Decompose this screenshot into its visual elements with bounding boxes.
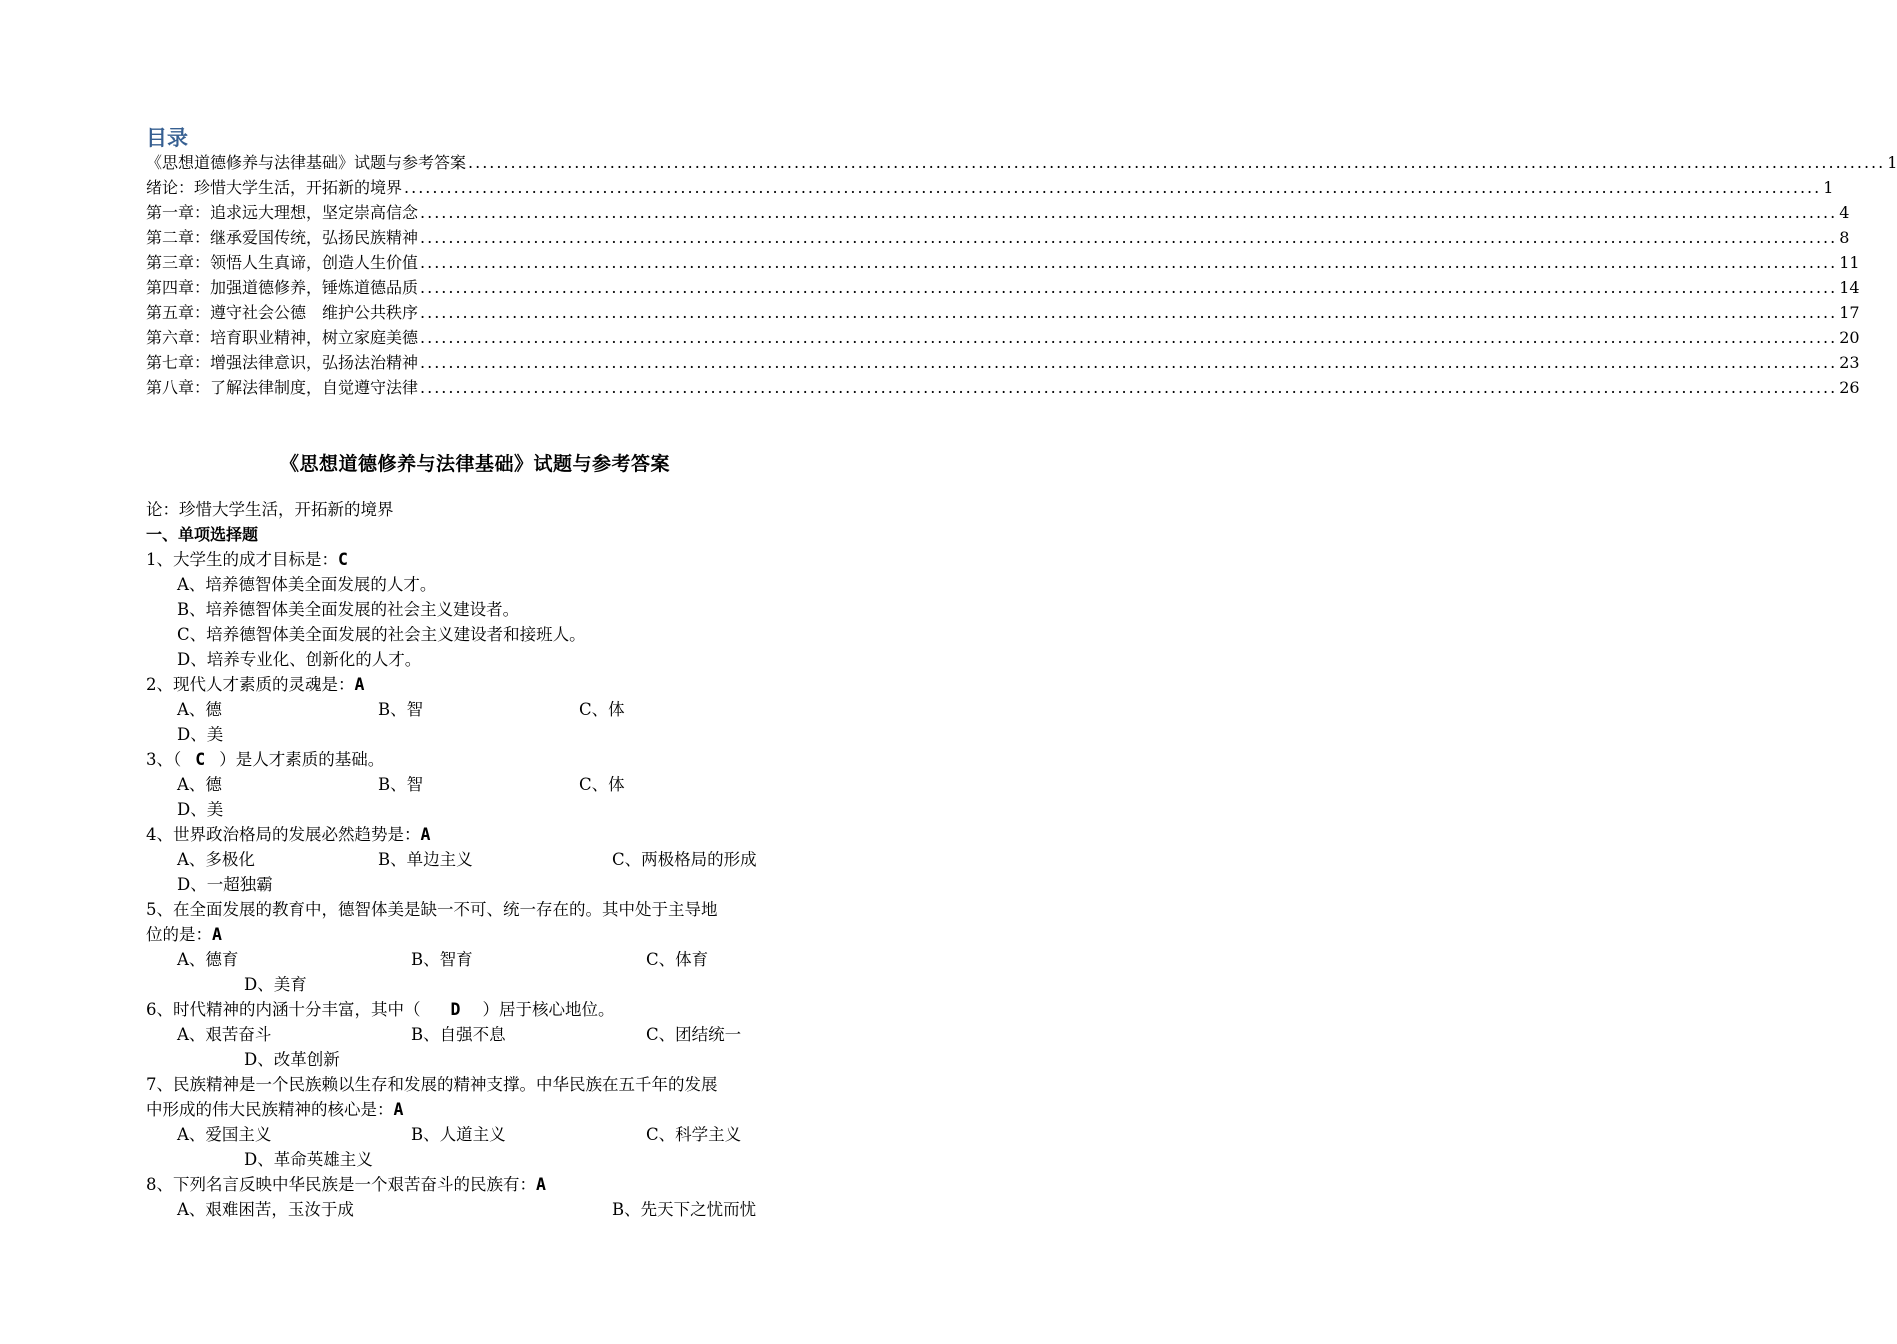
option-c: C、两极格局的形成 xyxy=(612,850,757,869)
answer: A xyxy=(420,825,431,844)
option-b: B、单边主义 xyxy=(378,850,473,869)
option-a: A、艰难困苦，玉汝于成 xyxy=(177,1200,354,1219)
document-body xyxy=(146,497,816,1222)
document-title: 《思想道德修养与法律基础》试题与参考答案 xyxy=(279,453,670,475)
option-a: A、培养德智体美全面发展的人才。 xyxy=(177,575,437,594)
answer: A xyxy=(212,925,222,944)
options-row xyxy=(146,947,816,972)
toc-entry-page: 14 xyxy=(1839,278,1860,297)
options-row xyxy=(146,1122,816,1147)
option-a: A、艰苦奋斗 xyxy=(177,1025,272,1044)
options-row xyxy=(146,772,816,797)
toc-entry-title: 第八章：了解法律制度，自觉遵守法律 xyxy=(146,378,419,397)
toc-entry-page: 11 xyxy=(1839,253,1860,272)
options-row xyxy=(146,697,816,722)
toc-entry-page: 17 xyxy=(1839,303,1860,322)
option-a: A、爱国主义 xyxy=(177,1125,272,1144)
option-c: C、体 xyxy=(579,700,625,719)
option-a: A、多极化 xyxy=(177,850,255,869)
option-a: A、德 xyxy=(177,775,222,794)
options-row xyxy=(146,1197,816,1222)
toc-entry[interactable] xyxy=(146,200,1850,225)
toc-leader-dots: ........................................................................................................................................................................................................ xyxy=(468,153,1886,172)
option-d: D、革命英雄主义 xyxy=(244,1150,373,1169)
question-stem-pre: 6、时代精神的内涵十分丰富，其中（ xyxy=(146,1000,421,1019)
option-d: D、培养专业化、创新化的人才。 xyxy=(177,650,422,669)
toc-entry[interactable] xyxy=(146,250,1860,275)
toc-entry-title: 《思想道德修养与法律基础》试题与参考答案 xyxy=(146,153,467,172)
toc-entry-page: 4 xyxy=(1839,203,1850,222)
toc-entry[interactable] xyxy=(146,275,1860,300)
toc-entry[interactable] xyxy=(146,325,1860,350)
toc-entry-title: 第六章：培育职业精神，树立家庭美德 xyxy=(146,328,419,347)
option-d: D、美育 xyxy=(244,975,307,994)
question-stem-pre: 3、（ xyxy=(146,750,182,769)
intro-line: 论：珍惜大学生活，开拓新的境界 xyxy=(146,500,394,519)
question-stem: 4、世界政治格局的发展必然趋势是： xyxy=(146,825,421,844)
answer: A xyxy=(354,675,365,694)
question-1 xyxy=(146,547,816,572)
question-7: 7、民族精神是一个民族赖以生存和发展的精神支撑。中华民族在五千年的发展 xyxy=(146,1075,718,1094)
options-row xyxy=(146,1022,816,1047)
question-7-cont xyxy=(146,1097,816,1122)
options-row xyxy=(146,847,816,872)
toc-entry-title: 第一章：追求远大理想，坚定崇高信念 xyxy=(146,203,419,222)
toc-heading: 目录 xyxy=(146,126,188,150)
toc-entry-title: 绪论：珍惜大学生活，开拓新的境界 xyxy=(146,178,403,197)
toc-leader-dots: ........................................................................................................................................................................................................ xyxy=(420,228,1838,247)
option-b: B、智育 xyxy=(411,950,473,969)
toc-entry-title: 第三章：领悟人生真谛，创造人生价值 xyxy=(146,253,419,272)
toc-leader-dots: ........................................................................................................................................................................................................ xyxy=(420,328,1838,347)
option-b: B、自强不息 xyxy=(411,1025,506,1044)
option-c: C、团结统一 xyxy=(646,1025,742,1044)
question-stem: 中形成的伟大民族精神的核心是： xyxy=(146,1100,394,1119)
question-2 xyxy=(146,672,816,697)
option-d: D、一超独霸 xyxy=(177,875,273,894)
toc-entry[interactable] xyxy=(146,150,1897,175)
toc-entry-page: 8 xyxy=(1839,228,1850,247)
question-4 xyxy=(146,822,816,847)
toc-entry[interactable] xyxy=(146,375,1860,400)
toc-leader-dots: ........................................................................................................................................................................................................ xyxy=(420,378,1838,397)
option-c: C、培养德智体美全面发展的社会主义建设者和接班人。 xyxy=(177,625,586,644)
toc-entry-page: 20 xyxy=(1839,328,1860,347)
option-d: D、美 xyxy=(177,725,224,744)
toc-entry-title: 第四章：加强道德修养，锤炼道德品质 xyxy=(146,278,419,297)
toc-leader-dots: ........................................................................................................................................................................................................ xyxy=(420,278,1838,297)
toc-leader-dots: ........................................................................................................................................................................................................ xyxy=(420,253,1838,272)
toc-entry[interactable] xyxy=(146,175,1834,200)
toc-entry-title: 第二章：继承爱国传统，弘扬民族精神 xyxy=(146,228,419,247)
table-of-contents xyxy=(146,150,1897,400)
question-3 xyxy=(146,747,816,772)
toc-entry[interactable] xyxy=(146,300,1860,325)
question-stem-post: ）居于核心地位。 xyxy=(482,1000,615,1019)
option-d: D、改革创新 xyxy=(244,1050,340,1069)
toc-entry-page: 26 xyxy=(1839,378,1860,397)
toc-leader-dots: ........................................................................................................................................................................................................ xyxy=(420,303,1838,322)
option-c: C、体育 xyxy=(646,950,709,969)
question-5: 5、在全面发展的教育中，德智体美是缺一不可、统一存在的。其中处于主导地 xyxy=(146,900,718,919)
answer: A xyxy=(536,1175,546,1194)
question-6 xyxy=(146,997,816,1022)
toc-leader-dots: ........................................................................................................................................................................................................ xyxy=(420,353,1838,372)
question-stem: 2、现代人才素质的灵魂是： xyxy=(146,675,355,694)
answer: C xyxy=(338,550,348,569)
question-stem-post: ）是人才素质的基础。 xyxy=(219,750,385,769)
toc-entry-page: 23 xyxy=(1839,353,1860,372)
question-stem: 8、下列名言反映中华民族是一个艰苦奋斗的民族有： xyxy=(146,1175,536,1194)
question-stem: 1、大学生的成才目标是： xyxy=(146,550,338,569)
toc-entry[interactable] xyxy=(146,350,1860,375)
answer: C xyxy=(195,750,206,769)
question-5-cont xyxy=(146,922,816,947)
option-d: D、美 xyxy=(177,800,224,819)
toc-leader-dots: ........................................................................................................................................................................................................ xyxy=(404,178,1822,197)
toc-entry-title: 第七章：增强法律意识，弘扬法治精神 xyxy=(146,353,419,372)
option-c: C、体 xyxy=(579,775,625,794)
option-b: B、培养德智体美全面发展的社会主义建设者。 xyxy=(177,600,520,619)
toc-entry-page: 1 xyxy=(1887,153,1897,172)
option-a: A、德 xyxy=(177,700,222,719)
answer: D xyxy=(450,1000,461,1019)
option-c: C、科学主义 xyxy=(646,1125,742,1144)
option-a: A、德育 xyxy=(177,950,239,969)
option-b: B、智 xyxy=(378,775,424,794)
option-b: B、人道主义 xyxy=(411,1125,506,1144)
toc-entry-title: 第五章：遵守社会公德 维护公共秩序 xyxy=(146,303,419,322)
question-stem: 位的是： xyxy=(146,925,212,944)
toc-leader-dots: ........................................................................................................................................................................................................ xyxy=(420,203,1838,222)
section-heading: 一、单项选择题 xyxy=(146,525,259,544)
option-b: B、先天下之忧而忧 xyxy=(612,1200,757,1219)
toc-entry[interactable] xyxy=(146,225,1850,250)
option-b: B、智 xyxy=(378,700,424,719)
question-8 xyxy=(146,1172,816,1197)
answer: A xyxy=(393,1100,404,1119)
toc-entry-page: 1 xyxy=(1823,178,1834,197)
